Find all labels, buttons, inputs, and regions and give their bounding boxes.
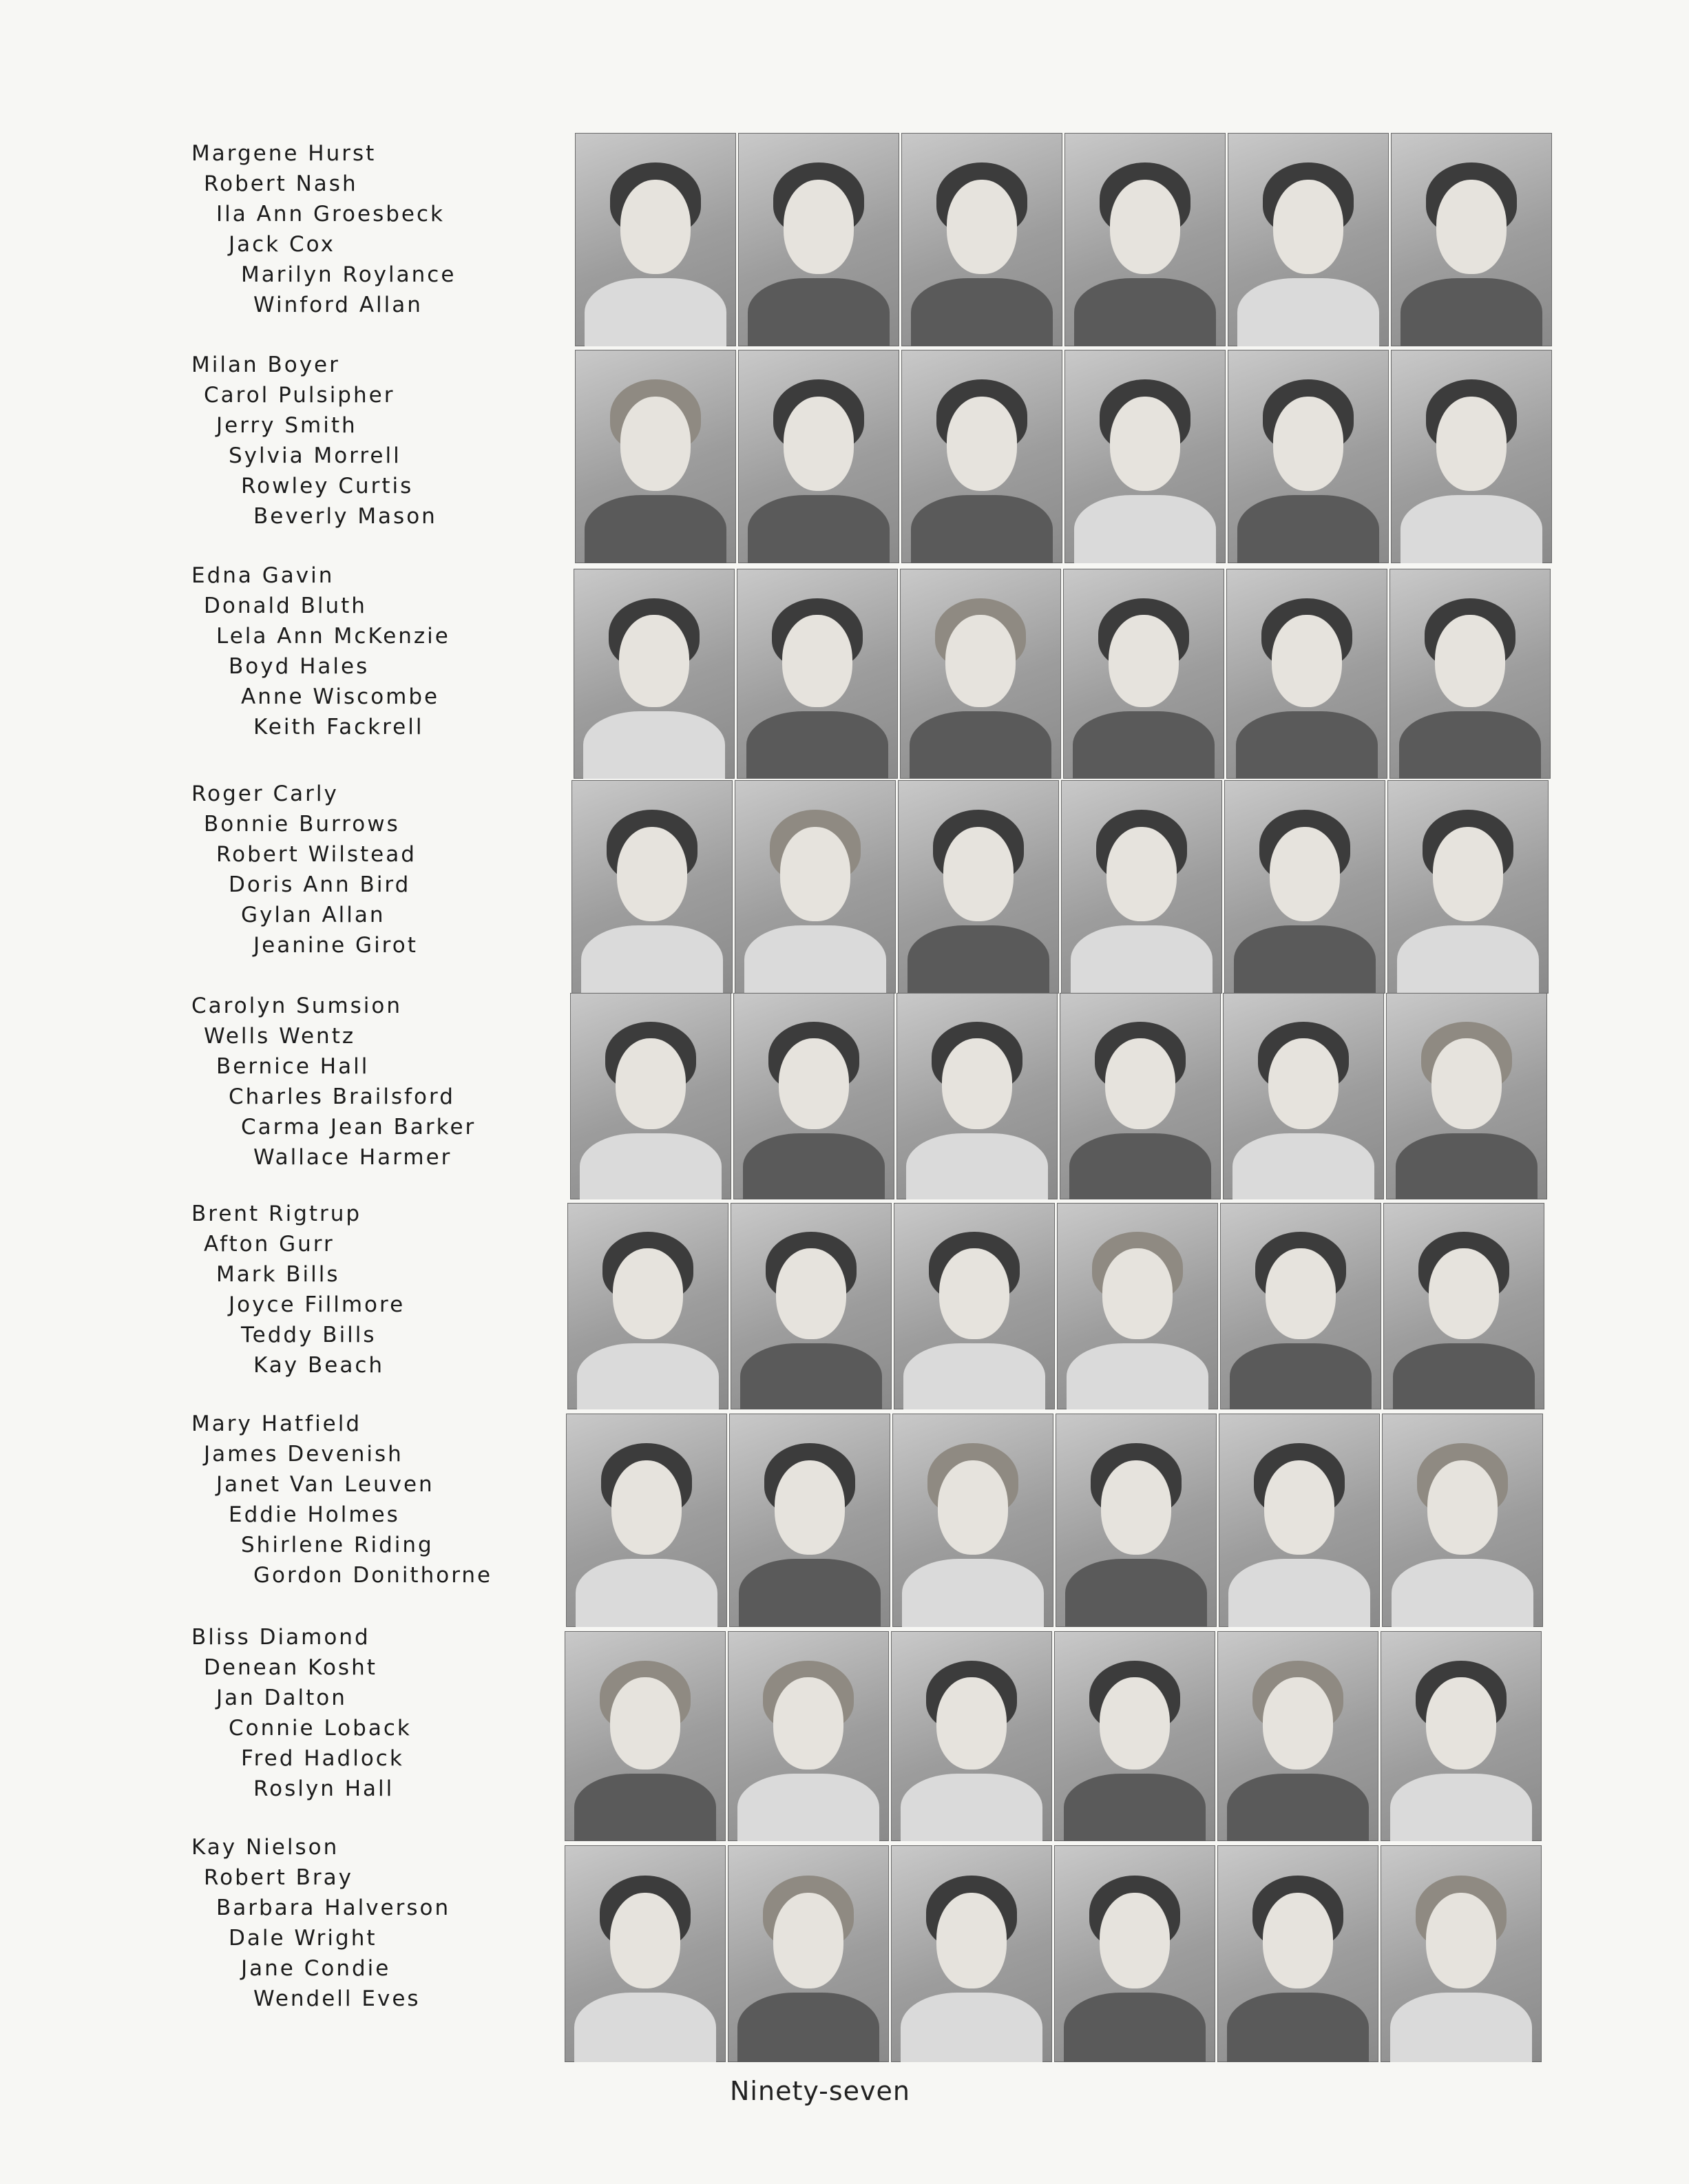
student-portrait [1220, 1203, 1381, 1409]
portrait-face [610, 1893, 681, 1988]
student-name: Mary Hatfield [191, 1411, 362, 1436]
portrait-body [1064, 1774, 1206, 1841]
portrait-body [1227, 1774, 1369, 1841]
portrait-body [903, 1343, 1045, 1409]
student-name: Carol Pulsipher [204, 383, 395, 408]
photo-row [0, 1203, 1689, 1409]
portrait-face [784, 180, 854, 273]
portrait-body [585, 495, 726, 563]
portrait-face [1426, 1893, 1497, 1988]
student-name: Eddie Holmes [229, 1502, 400, 1527]
portrait-face [1431, 1038, 1502, 1129]
student-name: Boyd Hales [229, 654, 370, 679]
student-portrait [1391, 350, 1552, 563]
portrait-face [619, 615, 690, 707]
student-portrait [894, 1203, 1055, 1409]
student-portrait [575, 350, 736, 563]
student-portrait [1063, 569, 1224, 779]
student-portrait [1381, 1845, 1542, 2062]
portrait-face [945, 615, 1016, 707]
portrait-face [773, 1893, 844, 1988]
student-name: Gordon Donithorne [253, 1563, 493, 1588]
photo-row [0, 1631, 1689, 1841]
student-portrait [1217, 1845, 1378, 2062]
portrait-face [780, 827, 851, 921]
student-portrait [1060, 993, 1221, 1199]
student-portrait [1382, 1414, 1543, 1627]
student-name: Jan Dalton [216, 1686, 347, 1710]
portrait-face [782, 615, 853, 707]
student-name: Teddy Bills [241, 1323, 377, 1347]
portrait-body [1397, 925, 1539, 994]
portrait-face [1427, 1460, 1498, 1554]
portrait-face [1273, 180, 1344, 273]
portrait-body [1237, 495, 1379, 563]
photo-row [0, 1845, 1689, 2062]
student-portrait [901, 350, 1062, 563]
student-portrait [571, 780, 733, 994]
student-name: James Devenish [204, 1442, 403, 1467]
portrait-face [1426, 1677, 1497, 1770]
portrait-body [577, 1343, 719, 1409]
student-portrait [729, 1414, 890, 1627]
portrait-face [1273, 397, 1344, 490]
portrait-body [1234, 925, 1376, 994]
student-name: Roger Carly [191, 781, 339, 806]
portrait-body [740, 1343, 882, 1409]
student-name: Denean Kosht [204, 1655, 377, 1680]
portrait-body [901, 1774, 1042, 1841]
portrait-face [1264, 1460, 1335, 1554]
portrait-body [1393, 1343, 1535, 1409]
portrait-body [1236, 711, 1378, 779]
portrait-face [611, 1460, 682, 1554]
portrait-body [1227, 1993, 1369, 2062]
portrait-body [585, 278, 726, 346]
student-portrait [891, 1845, 1052, 2062]
student-portrait [1226, 569, 1387, 779]
student-portrait [735, 780, 896, 994]
portrait-body [1228, 1559, 1370, 1627]
student-portrait [1054, 1845, 1215, 2062]
student-name: Jeanine Girot [253, 933, 418, 958]
portrait-face [784, 397, 854, 490]
student-name: Wendell Eves [253, 1986, 421, 2011]
student-name: Jack Cox [229, 232, 335, 257]
portrait-face [1109, 615, 1179, 707]
student-name: Mark Bills [216, 1262, 340, 1287]
portrait-body [746, 711, 888, 779]
portrait-face [1435, 615, 1506, 707]
portrait-face [1263, 1677, 1334, 1770]
portrait-body [1230, 1343, 1372, 1409]
portrait-face [1429, 1248, 1500, 1339]
student-portrait [892, 1414, 1053, 1627]
portrait-body [1065, 1559, 1207, 1627]
portrait-body [902, 1559, 1044, 1627]
student-name: Keith Fackrell [253, 715, 424, 739]
student-name: Robert Bray [204, 1865, 353, 1890]
student-name: Brent Rigtrup [191, 1201, 362, 1226]
student-name: Marilyn Roylance [241, 262, 457, 287]
portrait-body [1390, 1993, 1532, 2062]
student-name: Janet Van Leuven [216, 1472, 434, 1497]
portrait-body [576, 1559, 717, 1627]
student-portrait [1064, 350, 1226, 563]
student-name: Beverly Mason [253, 504, 437, 529]
portrait-body [908, 925, 1049, 994]
student-name: Anne Wiscombe [241, 684, 440, 709]
student-name: Wells Wentz [204, 1024, 356, 1049]
portrait-body [911, 495, 1053, 563]
portrait-body [574, 1774, 716, 1841]
student-portrait [901, 133, 1062, 346]
portrait-face [776, 1248, 847, 1339]
student-portrait [898, 780, 1059, 994]
student-name: Connie Loback [229, 1716, 412, 1741]
student-name: Jerry Smith [216, 413, 357, 438]
portrait-face [936, 1677, 1007, 1770]
portrait-body [1390, 1774, 1532, 1841]
student-name: Jane Condie [241, 1956, 391, 1981]
portrait-face [1101, 1460, 1172, 1554]
portrait-face [1105, 1038, 1176, 1129]
student-portrait [731, 1203, 892, 1409]
portrait-face [1436, 180, 1507, 273]
portrait-body [580, 1133, 722, 1199]
portrait-face [947, 397, 1018, 490]
portrait-face [1436, 397, 1507, 490]
portrait-body [1237, 278, 1379, 346]
student-name: Bernice Hall [216, 1054, 370, 1079]
student-portrait [567, 1203, 728, 1409]
student-portrait [1057, 1203, 1218, 1409]
student-portrait [728, 1845, 889, 2062]
student-name: Carolyn Sumsion [191, 994, 403, 1018]
portrait-body [1073, 711, 1215, 779]
student-portrait [1383, 1203, 1544, 1409]
student-portrait [733, 993, 894, 1199]
portrait-body [743, 1133, 885, 1199]
student-portrait [1064, 133, 1226, 346]
student-name: Barbara Halverson [216, 1896, 451, 1920]
photo-row [0, 133, 1689, 346]
student-portrait [1387, 780, 1549, 994]
portrait-face [942, 1038, 1013, 1129]
portrait-face [1268, 1038, 1339, 1129]
student-name: Gylan Allan [241, 903, 386, 927]
student-name: Dale Wright [229, 1926, 377, 1951]
portrait-face [1263, 1893, 1334, 1988]
student-name: Charles Brailsford [229, 1084, 455, 1109]
portrait-body [581, 925, 723, 994]
portrait-face [947, 180, 1018, 273]
student-name: Sylvia Morrell [229, 443, 401, 468]
portrait-face [1100, 1677, 1171, 1770]
portrait-face [1102, 1248, 1173, 1339]
student-portrait [1054, 1631, 1215, 1841]
student-portrait [575, 133, 736, 346]
student-portrait [570, 993, 731, 1199]
portrait-body [901, 1993, 1042, 2062]
student-portrait [574, 569, 735, 779]
portrait-face [773, 1677, 844, 1770]
student-name: Margene Hurst [191, 141, 377, 166]
photo-row [0, 780, 1689, 994]
student-portrait [1386, 993, 1547, 1199]
portrait-body [1074, 495, 1216, 563]
student-name: Carma Jean Barker [241, 1115, 476, 1140]
portrait-face [610, 1677, 681, 1770]
student-portrait [1389, 569, 1551, 779]
portrait-face [620, 397, 691, 490]
portrait-face [943, 827, 1014, 921]
student-name: Wallace Harmer [253, 1145, 452, 1170]
student-name: Shirlene Riding [241, 1533, 434, 1557]
portrait-face [616, 1038, 686, 1129]
student-name: Bonnie Burrows [204, 812, 400, 837]
portrait-face [620, 180, 691, 273]
portrait-face [1266, 1248, 1336, 1339]
photo-row [0, 1414, 1689, 1627]
student-portrait [737, 569, 898, 779]
student-portrait [738, 133, 899, 346]
portrait-body [737, 1993, 879, 2062]
student-name: Milan Boyer [191, 353, 340, 377]
student-portrait [728, 1631, 889, 1841]
student-name: Robert Nash [204, 171, 358, 196]
student-name: Rowley Curtis [241, 474, 414, 498]
portrait-body [910, 711, 1051, 779]
student-portrait [565, 1631, 726, 1841]
portrait-body [911, 278, 1053, 346]
student-portrait [1391, 133, 1552, 346]
portrait-body [1400, 495, 1542, 563]
student-name: Doris Ann Bird [229, 872, 411, 897]
student-portrait [1061, 780, 1222, 994]
student-portrait [1219, 1414, 1380, 1627]
portrait-face [779, 1038, 850, 1129]
student-portrait [1223, 993, 1384, 1199]
portrait-face [1272, 615, 1343, 707]
portrait-body [748, 278, 890, 346]
student-name: Kay Nielson [191, 1835, 339, 1860]
student-name: Winford Allan [253, 293, 423, 317]
portrait-face [1433, 827, 1504, 921]
portrait-body [1396, 1133, 1538, 1199]
portrait-body [744, 925, 886, 994]
student-portrait [1224, 780, 1385, 994]
portrait-face [939, 1248, 1010, 1339]
portrait-face [938, 1460, 1009, 1554]
page-number: Ninety-seven [730, 2076, 911, 2106]
portrait-face [1106, 827, 1177, 921]
portrait-body [748, 495, 890, 563]
portrait-body [1074, 278, 1216, 346]
portrait-body [1069, 1133, 1211, 1199]
portrait-body [906, 1133, 1048, 1199]
student-portrait [891, 1631, 1052, 1841]
photo-row [0, 993, 1689, 1199]
portrait-face [1100, 1893, 1171, 1988]
student-name: Bliss Diamond [191, 1625, 370, 1650]
student-name: Fred Hadlock [241, 1746, 404, 1771]
portrait-body [1232, 1133, 1374, 1199]
portrait-body [1392, 1559, 1533, 1627]
portrait-body [739, 1559, 881, 1627]
student-name: Joyce Fillmore [229, 1292, 406, 1317]
student-portrait [565, 1845, 726, 2062]
portrait-body [1067, 1343, 1208, 1409]
portrait-body [1400, 278, 1542, 346]
portrait-body [1064, 1993, 1206, 2062]
portrait-face [775, 1460, 846, 1554]
student-portrait [900, 569, 1061, 779]
portrait-face [613, 1248, 684, 1339]
student-portrait [1381, 1631, 1542, 1841]
portrait-body [1071, 925, 1213, 994]
portrait-face [1110, 397, 1181, 490]
portrait-face [617, 827, 688, 921]
student-portrait [1228, 133, 1389, 346]
student-name: Afton Gurr [204, 1232, 335, 1257]
photo-row [0, 350, 1689, 563]
portrait-face [936, 1893, 1007, 1988]
portrait-body [1399, 711, 1541, 779]
student-name: Edna Gavin [191, 563, 335, 588]
portrait-face [1110, 180, 1181, 273]
student-name: Donald Bluth [204, 594, 367, 618]
student-portrait [896, 993, 1058, 1199]
student-name: Robert Wilstead [216, 842, 417, 867]
student-name: Kay Beach [253, 1353, 385, 1378]
student-portrait [566, 1414, 727, 1627]
portrait-body [737, 1774, 879, 1841]
student-portrait [738, 350, 899, 563]
student-name: Lela Ann McKenzie [216, 624, 450, 649]
portrait-face [1270, 827, 1341, 921]
student-portrait [1217, 1631, 1378, 1841]
portrait-body [583, 711, 725, 779]
student-name: Ila Ann Groesbeck [216, 202, 445, 227]
student-portrait [1056, 1414, 1217, 1627]
photo-row [0, 569, 1689, 779]
student-portrait [1228, 350, 1389, 563]
portrait-body [574, 1993, 716, 2062]
student-name: Roslyn Hall [253, 1776, 395, 1801]
